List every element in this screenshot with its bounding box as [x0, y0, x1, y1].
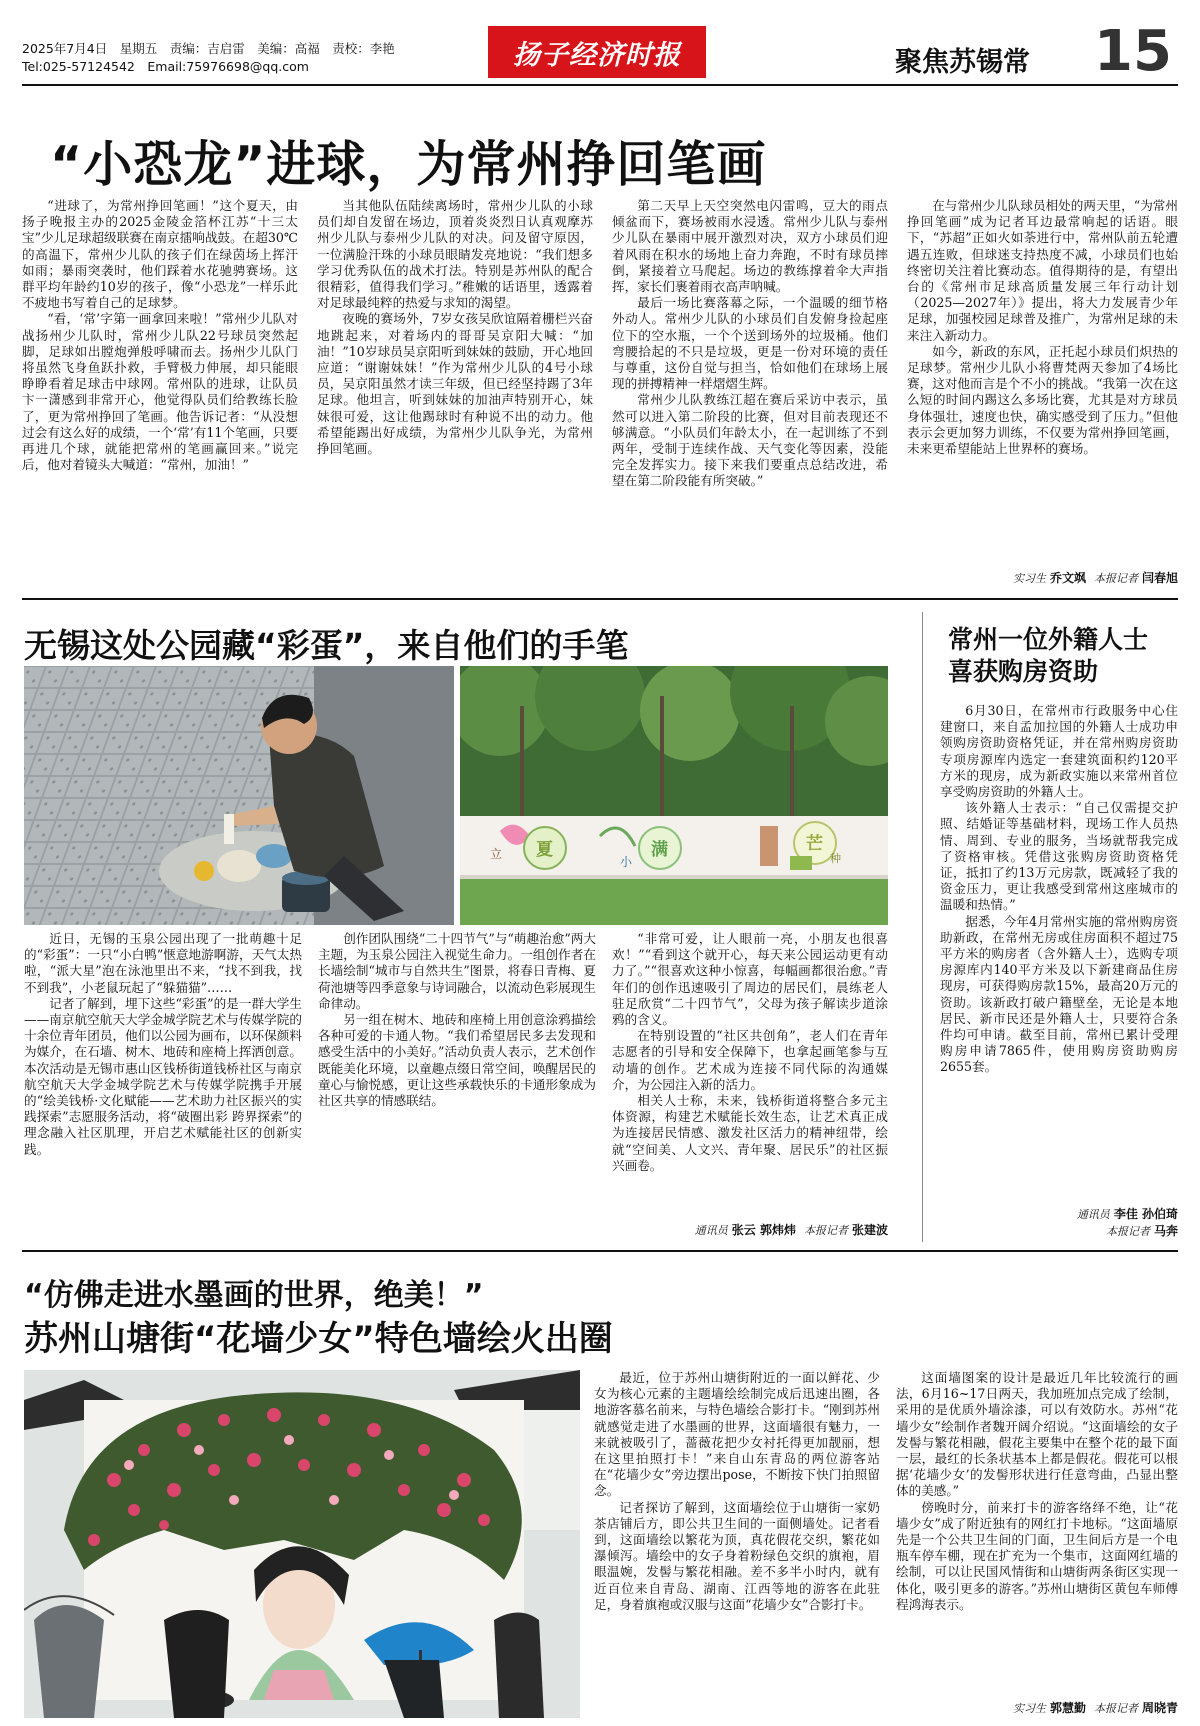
article4-headline-line2: 苏州山塘街“花墙少女”特色墙绘火出圈	[24, 1319, 613, 1359]
article1-paragraph: “看，‘常’字第一画拿回来啦！”常州少儿队对战扬州少儿队时，常州少儿队22号球员突然起脚，足球如出膛炮弹般呼啸而去。扬州少儿队门将虽然飞身鱼跃扑救，手臂极力伸展，却只能眼睁睁看着足球击中球网。常州队的进球，让队员卞一潇感到非常开心，他觉得队员们给教练长脸了，更为常州挣回了笔画。他告诉记者：“从没想过会有这么好的成绩，一个‘常’有11个笔画，只要再进几个球，就能把常州的笔画赢回来。”说完后，他对着镜头大喊道：“常州，加油！”	[22, 311, 298, 473]
byline-role: 本报记者	[1093, 1702, 1138, 1715]
byline-role: 实习生	[1012, 1702, 1046, 1715]
article1-paragraph: 最后一场比赛落幕之际，一个温暖的细节格外动人。常州少儿队的小球员们自发俯身捡起座位下的空水瓶，一个个送到场外的垃圾桶。他们弯腰拾起的不只是垃圾，更是一份对环境的责任与尊重，这份自觉与担当，恰如他们在球场上展现的拼搏精神一样熠熠生辉。	[612, 295, 888, 392]
byline-role: 通讯员	[1076, 1208, 1110, 1221]
article3-paragraph: 该外籍人士表示：“自己仅需提交护照、结婚证等基础材料，现场工作人员热情、周到、专业的服务，当场就帮我完成了资格审核。凭借这张购房资助资格凭证，抵扣了约13万元房款，既减轻了我的资金压力，更让我感受到常州这座城市的温暖和热情。”	[940, 800, 1178, 913]
article1-headline: “小恐龙”进球，为常州挣回笔画	[50, 136, 767, 193]
byline-name: 乔文飒	[1049, 571, 1086, 585]
mural-char: 种	[830, 852, 841, 865]
article1-col4	[907, 198, 1178, 568]
byline-name: 张建波	[851, 1223, 888, 1237]
article1-col2	[317, 198, 593, 590]
article2-col3	[612, 931, 888, 1219]
article2-paragraph: 创作团队围绕“二十四节气”与“萌趣治愈”两大主题，为玉泉公园注入视觉生命力。一组创作者在长墙绘制“城市与自然共生”图景，将春日青梅、夏荷池塘等四季意象与诗词融合，以流动色彩展现生命律动。	[318, 931, 596, 1011]
article1-col3	[612, 198, 888, 590]
article1-byline	[907, 570, 1178, 587]
mural-char: 夏	[536, 840, 553, 860]
article2-paragraph: 记者了解到，埋下这些“彩蛋”的是一群大学生——南京航空航天大学金城学院艺术与传媒学院的十余位青年团员，他们以公园为画布，以环保颜料为媒介，在石墙、树木、地砖和座椅上挥洒创意。本次活动是无锡市惠山区钱桥街道钱桥社区与南京航空航天大学金城学院艺术与传媒学院携手开展的“绘美钱桥·文化赋能——艺术助力社区振兴的实践探索”志愿服务活动，将“破圈出彩 跨界探索”的理念融入社区肌理，开启艺术赋能社区的创新实践。	[24, 995, 302, 1157]
park-mural-illustration	[460, 666, 888, 925]
masthead-date-line: 2025年7月4日 星期五 责编：吉启雷 美编：高福 责校：李艳	[22, 41, 395, 56]
mural-char: 立	[490, 847, 503, 861]
article2-paragraph: 近日，无锡的玉泉公园出现了一批萌趣十足的“彩蛋”：一只“小白鸭”惬意地游啊游，天气太热啦，“派大星”泡在泳池里出不来，“找不到我，找不到我”，小老鼠玩起了“躲猫猫”……	[24, 931, 302, 995]
masthead-contact-line: Tel:025-57124542 Email:75976698@qq.com	[22, 59, 309, 74]
article4-paragraph: 傍晚时分，前来打卡的游客络绎不绝，让“花墙少女”成了附近独有的网红打卡地标。“这面墙原先是一个公共卫生间的门面，卫生间后方是一个电瓶车停车棚，现在扩充为一个集市，这面网红墙的绘制，可以让民国风情街和山塘街两条街区实现一体化，吸引更多的游客。”苏州山塘街区黄包车师傅程鸿海表示。	[896, 1499, 1178, 1612]
byline-name: 李佳 孙伯琦	[1113, 1207, 1178, 1221]
article1-paragraph: 第二天早上天空突然电闪雷鸣，豆大的雨点倾盆而下，赛场被雨水浸透。常州少儿队与泰州少儿队在暴雨中展开激烈对决，双方小球员们迎着风雨在积水的场地上奋力奔跑，不时有球员摔倒，紧接着立马爬起。场边的教练撑着伞大声指挥，家长们裹着雨衣高声呐喊。	[612, 198, 888, 295]
article2-col2	[318, 931, 596, 1243]
article1-bottom-rule	[22, 598, 1178, 600]
flower-wall-illustration	[24, 1370, 580, 1718]
mural-char: 满	[651, 840, 668, 860]
article3-headline-line1: 常州一位外籍人士	[948, 625, 1149, 654]
photo-student-painting	[24, 666, 454, 925]
article2-paragraph: 另一组在树木、地砖和座椅上用创意涂鸦描绘各种可爱的卡通人物。“我们希望居民多去发现和感受生活中的小美好。”活动负责人表示，艺术创作既能美化环境，以童趣点缀日常空间，唤醒居民的童心与愉悦感，更让这些承载快乐的卡通形象成为社区共享的情感联结。	[318, 1012, 596, 1109]
article4-byline	[896, 1700, 1178, 1717]
page-number: 15	[1094, 19, 1172, 84]
article2-headline: 无锡这处公园藏“彩蛋”，来自他们的手笔	[24, 626, 629, 665]
byline-name: 闫春旭	[1141, 571, 1178, 585]
article4-paragraph: 记者探访了解到，这面墙绘位于山塘街一家奶茶店铺后方，即公共卫生间的一面侧墙处。记者看到，这面墙绘以繁花为顶，真花假花交织，繁花如瀑倾泻。墙绘中的女子身着粉绿色交织的旗袍，眉眼温婉，发髻与繁花相融。差不多半小时内，就有近百位来自青岛、湖南、江西等地的游客在此驻足，身着旗袍或汉服与这面“花墙少女”合影打卡。	[594, 1499, 880, 1612]
article2-col1	[24, 931, 302, 1243]
byline-role: 本报记者	[803, 1224, 848, 1237]
article2-paragraph: 相关人士称，未来，钱桥街道将整合多元主体资源，构建艺术赋能长效生态，让艺术真正成为连接居民情感、激发社区活力的精神纽带，绘就“空间美、人文兴、青年聚、居民乐”的社区振兴画卷。	[612, 1093, 888, 1173]
article1-paragraph: 夜晚的赛场外，7岁女孩吴欣谊隔着栅栏兴奋地跳起来，对着场内的哥哥吴京阳大喊：“加油！”10岁球员吴京阳听到妹妹的鼓励，开心地回应道：“谢谢妹妹！”作为常州少儿队的4号小球员，吴京阳虽然才读三年级，但已经坚持踢了3年足球。他坦言，听到妹妹的加油声特别开心，妹妹很可爱，这让他踢球时有种说不出的动力。他希望能踢出好成绩，为常州少儿队争光，为常州挣回笔画。	[317, 311, 593, 457]
article3-body	[940, 703, 1178, 1205]
article1-paragraph: 如今，新政的东风，正托起小球员们炽热的足球梦。常州少儿队小将曹梵两天参加了4场比赛，这对他而言是个不小的挑战。“我第一次在这么短的时间内踢这么多场比赛，尤其是对方球员身体强壮，速度也快，确实感受到了压力。”但他表示会更加努力训练，不仅要为常州挣回笔画，未来更希望能站上世界杯的赛场。	[907, 343, 1178, 457]
byline-name: 郭慧勤	[1049, 1701, 1086, 1715]
article3-paragraph: 6月30日，在常州市行政服务中心住建窗口，来自孟加拉国的外籍人士成功申领购房资助资格凭证，并在常州购房资助专项房源库内选定一套建筑面积约120平方米的现房，成为新政实施以来常州首位享受购房资助的外籍人士。	[940, 703, 1178, 800]
byline-role: 本报记者	[1093, 572, 1138, 585]
article1-paragraph: 常州少儿队教练江超在赛后采访中表示，虽然可以进入第二阶段的比赛，但对目前表现还不够满意。“小队员们年龄太小，在一起训练了不到两年，受制于连续作战、天气变化等因素，没能完全发挥实力。接下来我们要重点总结改进，希望在第二阶段能有所突破。”	[612, 392, 888, 489]
byline-role: 本报记者	[1105, 1225, 1150, 1238]
article4-col1	[594, 1370, 880, 1718]
article4-paragraph: 最近，位于苏州山塘街附近的一面以鲜花、少女为核心元素的主题墙绘绘制完成后迅速出圈，各地游客慕名前来，与特色墙绘合影打卡。“刚到苏州就感觉走进了水墨画的世界，这面墙很有魅力，一来就被吸引了，蔷薇花把少女衬托得更加靓丽，想在这里拍照打卡！”来自山东青岛的两位游客站在“花墙少女”旁边摆出pose，不断按下快门拍照留念。	[594, 1370, 880, 1499]
article4-col2	[896, 1370, 1178, 1696]
photo-park-mural-wall	[460, 666, 888, 925]
article3-headline-line2: 喜获购房资助	[948, 657, 1099, 686]
article4-headline-line1: “仿佛走进水墨画的世界，绝美！”	[24, 1278, 484, 1313]
column-divider	[922, 612, 923, 1242]
byline-name: 马奔	[1153, 1224, 1178, 1238]
article1-paragraph: “进球了，为常州挣回笔画！”这个夏天，由扬子晚报主办的2025金陵金箔杯江苏“十三太宝”少儿足球超级联赛在南京擂响战鼓。在超30℃的高温下，常州少儿队的孩子们在绿茵场上挥汗如雨；暴雨突袭时，他们踩着水花驰骋赛场。这群平均年龄约10岁的孩子，像“小恐龙”一样乐此不疲地书写着自己的足球梦。	[22, 198, 298, 311]
student-painting-illustration	[24, 666, 454, 925]
photo-flower-wall-girl	[24, 1370, 580, 1718]
article3-paragraph: 据悉，今年4月常州实施的常州购房资助新政，在常州无房或住房面积不超过75平方米的购房者（含外籍人士），选购专项房源库内140平方米及以下新建商品住房现房，可获得购房款15%，最高20万元的资助。该新政打破户籍壁垒，无论是本地居民、新市民还是外籍人士，只要符合条件均可申请。截至目前，常州已累计受理购房申请7865件，使用购房资助购房2655套。	[940, 913, 1178, 1075]
masthead-logo	[488, 26, 706, 78]
article2-paragraph: “非常可爱，让人眼前一亮，小朋友也很喜欢！”“看到这个就开心，每天来公园运动更有动力了。”“很喜欢这种小惊喜，每幅画都很治愈。”青年们的创作迅速吸引了周边的居民们，晨练老人驻足欣赏“二十四节气”，父母为孩子解读步道涂鸦的含义。	[612, 931, 888, 1028]
article1-paragraph: 当其他队伍陆续离场时，常州少儿队的小球员们却自发留在场边，顶着炎炎烈日认真观摩苏州少儿队与泰州少儿队的对决。问及留守原因，一位满脸汗珠的小球员眼睛发亮地说：“我们想多学习优秀队伍的战术打法。特别是苏州队的配合很精彩，值得我们学习。”稚嫩的话语里，透露着对足球最纯粹的热爱与求知的渴望。	[317, 198, 593, 311]
byline-role: 实习生	[1012, 572, 1046, 585]
byline-name: 张云 郭炜炜	[731, 1223, 796, 1237]
article1-paragraph: 在与常州少儿队球员相处的两天里，“为常州挣回笔画”成为记者耳边最常响起的话语。眼下，“苏超”正如火如荼进行中，常州队前五轮遭遇五连败，但球迷支持热度不减，小球员们也始终密切关注着比赛动态。值得期待的是，有望出台的《常州市足球高质量发展三年行动计划（2025—2027年）》提出，将大力发展青少年足球，加强校园足球普及推广，为常州足球的未来注入新动力。	[907, 198, 1178, 343]
article2-bottom-rule	[22, 1250, 1178, 1252]
mural-char: 小	[620, 855, 633, 869]
article2-byline	[612, 1222, 888, 1239]
article3-byline	[940, 1206, 1178, 1240]
mural-char: 芒	[806, 834, 823, 854]
section-title: 聚焦苏锡常	[895, 47, 1030, 78]
article4-paragraph: 这面墙图案的设计是最近几年比较流行的画法，6月16~17日两天，我加班加点完成了绘制，采用的是优质外墙涂漆，可以有效防水。苏州“花墙少女”绘制作者魏开阔介绍说。“这面墙绘的女子发髻与繁花相融，假花主要集中在整个花的最下面一层，最红的长条状基本上都是假花。假花可以根据‘花墙少女’的发髻形状进行任意弯曲，凸显出整体的美感。”	[896, 1370, 1178, 1499]
article1-col1	[22, 198, 298, 590]
masthead-rule	[22, 84, 1178, 86]
paper-name: 扬子经济时报	[513, 39, 681, 71]
byline-name: 周晓青	[1141, 1701, 1178, 1715]
article2-paragraph: 在特别设置的“社区共创角”，老人们在青年志愿者的引导和安全保障下，也拿起画笔参与互动墙的创作。艺术成为连接不同代际的沟通媒介，为公园注入新的活力。	[612, 1028, 888, 1092]
byline-role: 通讯员	[694, 1224, 728, 1237]
